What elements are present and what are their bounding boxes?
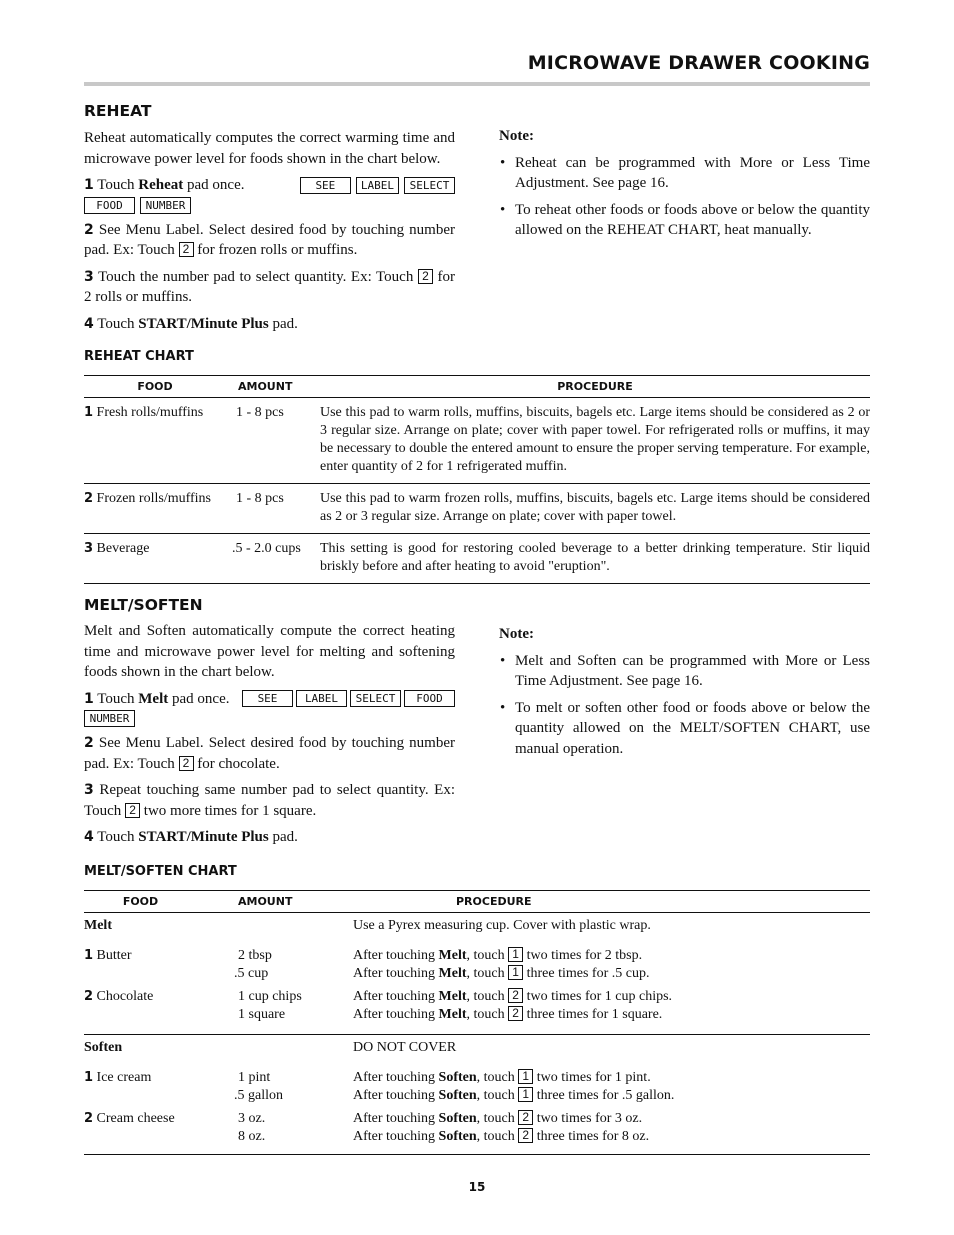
amount-cell: .5 - 2.0 cups bbox=[232, 541, 301, 556]
procedure-line: After touching Melt, touch 1 two times for 2 tbsp. bbox=[353, 947, 643, 963]
step-text: See Menu Label. Select desired food by touching number pad. Ex: Touch bbox=[84, 735, 456, 772]
table-row bbox=[84, 398, 870, 484]
note-item: • To melt or soften other food or foods above or below the quantity allowed on the MELT/SOFTEN CHART, use manual operation. bbox=[515, 698, 870, 760]
reheat-step-4 bbox=[84, 314, 455, 335]
procedure-cell bbox=[353, 1105, 870, 1155]
step-number: 3 bbox=[84, 782, 94, 798]
number-2-key: 2 bbox=[518, 1110, 533, 1125]
food-name: Frozen rolls/muffins bbox=[96, 491, 212, 506]
step-number: 2 bbox=[84, 221, 94, 238]
column-header-procedure: PROCEDURE bbox=[456, 894, 532, 908]
procedure-line: After touching Melt, touch 2 two times for 1 cup chips. bbox=[353, 988, 673, 1004]
food-cell bbox=[84, 983, 237, 1035]
reheat-step-1 bbox=[84, 175, 455, 214]
label-key: LABEL bbox=[296, 690, 347, 707]
note-item: • To reheat other foods or foods above or below the quantity allowed on the REHEAT CHART, heat manually. bbox=[515, 200, 870, 241]
amount-cell bbox=[237, 983, 353, 1035]
pad-name: START/Minute Plus bbox=[138, 315, 269, 332]
food-name: Cream cheese bbox=[96, 1111, 175, 1126]
column-header-food: FOOD bbox=[122, 894, 159, 908]
food-cell bbox=[84, 484, 232, 534]
melt-soften-heading: MELT/SOFTEN bbox=[84, 596, 203, 614]
step-text: pad. bbox=[268, 829, 298, 845]
number-1-key: 1 bbox=[508, 965, 523, 980]
amount-value: 2 tbsp bbox=[238, 948, 272, 963]
amount-value: 1 square bbox=[238, 1007, 286, 1022]
melt-step-1 bbox=[84, 689, 455, 728]
amount-value: 1 cup chips bbox=[238, 989, 302, 1004]
amount-value: 1 pint bbox=[238, 1070, 271, 1085]
item-number: 2 bbox=[84, 491, 94, 506]
procedure-line: After touching Soften, touch 1 two times for 1 pint. bbox=[353, 1069, 651, 1085]
group-instruction: Use a Pyrex measuring cup. Cover with plastic wrap. bbox=[353, 918, 651, 933]
group-row-soften bbox=[84, 1035, 870, 1065]
procedure-line: After touching Soften, touch 2 two times for 3 oz. bbox=[353, 1110, 643, 1126]
group-name: Melt bbox=[84, 918, 112, 933]
number-key: NUMBER bbox=[140, 197, 191, 214]
reheat-intro: Reheat automatically computes the correct warming time and microwave power level for foods shown in the chart below. bbox=[84, 130, 455, 167]
reheat-instructions bbox=[84, 128, 455, 340]
column-header-amount: AMOUNT bbox=[238, 379, 293, 393]
food-cell bbox=[84, 1105, 237, 1155]
item-number: 2 bbox=[84, 989, 94, 1004]
step-text: pad. bbox=[268, 315, 298, 332]
page-number: 15 bbox=[468, 1180, 486, 1194]
melt-intro: Melt and Soften automatically compute the correct heating time and microwave power level for melting and softening foods shown in the chart below. bbox=[84, 623, 455, 680]
melt-soften-chart-title: MELT/SOFTEN CHART bbox=[84, 864, 237, 879]
reheat-notes bbox=[499, 126, 870, 247]
select-key: SELECT bbox=[404, 177, 455, 194]
step-number: 2 bbox=[84, 735, 94, 751]
reheat-chart-table bbox=[84, 375, 870, 584]
note-title: Note: bbox=[499, 128, 534, 144]
number-2-key: 2 bbox=[125, 803, 140, 818]
number-1-key: 1 bbox=[508, 947, 523, 962]
pad-name: Reheat bbox=[138, 177, 184, 193]
melt-notes bbox=[499, 624, 870, 765]
step-number: 1 bbox=[84, 177, 94, 193]
procedure-line: After touching Soften, touch 1 three times for .5 gallon. bbox=[353, 1087, 675, 1103]
number-1-key: 1 bbox=[518, 1069, 533, 1084]
amount-value: .5 cup bbox=[234, 966, 269, 981]
number-2-key: 2 bbox=[508, 1006, 523, 1021]
melt-soften-chart-table bbox=[84, 890, 870, 1155]
melt-step-3 bbox=[84, 780, 455, 821]
number-1-key: 1 bbox=[518, 1087, 533, 1102]
food-name: Chocolate bbox=[96, 989, 154, 1004]
see-key: SEE bbox=[242, 690, 293, 707]
amount-cell: 1 - 8 pcs bbox=[236, 405, 284, 420]
step-number: 4 bbox=[84, 315, 94, 332]
food-name: Fresh rolls/muffins bbox=[96, 405, 204, 420]
table-row bbox=[84, 1064, 870, 1105]
group-row-melt bbox=[84, 913, 870, 943]
pad-name: Melt bbox=[138, 690, 169, 707]
step-text: See Menu Label. Select desired food by touching number pad. Ex: Touch bbox=[84, 221, 456, 258]
step-text: pad once. bbox=[168, 690, 230, 707]
melt-step-2 bbox=[84, 733, 455, 774]
reheat-chart-title: REHEAT CHART bbox=[84, 349, 194, 364]
step-text: for chocolate. bbox=[193, 755, 280, 772]
food-cell bbox=[84, 398, 232, 484]
procedure-cell: This setting is good for restoring cooled beverage to a better drinking temperature. Stir liquid briskly before and after heating to avoid "eruption". bbox=[320, 541, 870, 574]
amount-cell bbox=[237, 1105, 353, 1155]
procedure-cell bbox=[353, 1064, 870, 1105]
table-row bbox=[84, 1105, 870, 1155]
step-text: Touch the number pad to select quantity. Ex: Touch bbox=[98, 268, 418, 285]
pad-name: START/Minute Plus bbox=[138, 829, 269, 845]
procedure-cell: Use this pad to warm frozen rolls, muffins, biscuits, bagels etc. Large items should be considered as 2 or 3 regular size. Arrange on plate; cover with paper towel. bbox=[320, 491, 870, 524]
step-text: Touch bbox=[97, 690, 139, 707]
note-title: Note: bbox=[499, 626, 534, 642]
number-2-key: 2 bbox=[518, 1128, 533, 1143]
procedure-line: After touching Melt, touch 1 three times for .5 cup. bbox=[353, 965, 650, 981]
step-text: Touch bbox=[97, 177, 139, 193]
step-text: Touch bbox=[97, 829, 139, 845]
amount-value: 3 oz. bbox=[238, 1111, 266, 1126]
step-text: for 2 rolls or muffins. bbox=[84, 268, 455, 305]
step-number: 1 bbox=[84, 690, 94, 707]
number-key: NUMBER bbox=[84, 710, 135, 727]
title-divider bbox=[84, 82, 870, 86]
group-name: Soften bbox=[84, 1040, 123, 1055]
item-number: 1 bbox=[84, 405, 94, 420]
step-text: pad once. bbox=[183, 177, 245, 193]
food-key: FOOD bbox=[404, 690, 455, 707]
number-2-key: 2 bbox=[179, 756, 194, 771]
table-row bbox=[84, 484, 870, 534]
page-title: MICROWAVE DRAWER COOKING bbox=[527, 52, 870, 74]
procedure-cell bbox=[353, 942, 870, 983]
melt-instructions bbox=[84, 621, 455, 854]
number-2-key: 2 bbox=[508, 988, 523, 1003]
column-header-amount: AMOUNT bbox=[238, 894, 293, 908]
procedure-line: After touching Soften, touch 2 three times for 8 oz. bbox=[353, 1128, 650, 1144]
food-name: Beverage bbox=[96, 541, 150, 556]
note-item: • Melt and Soften can be programmed with More or Less Time Adjustment. See page 16. bbox=[515, 651, 870, 692]
table-row bbox=[84, 942, 870, 983]
reheat-step-2 bbox=[84, 220, 455, 261]
column-header-food: FOOD bbox=[137, 379, 173, 393]
step-text: for frozen rolls or muffins. bbox=[193, 242, 358, 258]
food-cell bbox=[84, 534, 232, 584]
column-header-procedure: PROCEDURE bbox=[557, 379, 633, 393]
item-number: 1 bbox=[84, 948, 94, 963]
note-item: • Reheat can be programmed with More or Less Time Adjustment. See page 16. bbox=[515, 153, 870, 194]
food-name: Butter bbox=[96, 948, 132, 963]
procedure-cell: Use this pad to warm rolls, muffins, biscuits, bagels etc. Large items should be considered as 2 or 3 regular size. Arrange on plate; cover with paper towel. For refrigerated rolls or muffins, it may be necessary to double the entered amount to ensure the proper serving temperature. For example, enter quantity of 2 for 1 refrigerated muffin. bbox=[320, 405, 870, 474]
step-text: Touch bbox=[97, 315, 139, 332]
procedure-line: After touching Melt, touch 2 three times for 1 square. bbox=[353, 1006, 663, 1022]
label-key: LABEL bbox=[356, 177, 399, 194]
amount-cell bbox=[234, 942, 353, 983]
table-row bbox=[84, 983, 870, 1035]
step-text: Repeat touching same number pad to select quantity. Ex: Touch bbox=[84, 782, 456, 819]
select-key: SELECT bbox=[350, 690, 401, 707]
item-number: 2 bbox=[84, 1111, 94, 1126]
amount-value: .5 gallon bbox=[234, 1088, 283, 1103]
see-key: SEE bbox=[300, 177, 351, 194]
table-row bbox=[84, 534, 870, 584]
food-cell bbox=[84, 942, 237, 983]
melt-step-4 bbox=[84, 827, 455, 848]
procedure-cell bbox=[353, 983, 870, 1035]
step-number: 4 bbox=[84, 829, 94, 845]
amount-cell: 1 - 8 pcs bbox=[236, 491, 284, 506]
item-number: 1 bbox=[84, 1070, 94, 1085]
food-name: Ice cream bbox=[96, 1070, 152, 1085]
group-instruction: DO NOT COVER bbox=[353, 1040, 457, 1055]
number-2-key: 2 bbox=[418, 269, 433, 284]
food-key: FOOD bbox=[84, 197, 135, 214]
amount-value: 8 oz. bbox=[238, 1129, 266, 1144]
amount-cell bbox=[234, 1064, 353, 1105]
step-number: 3 bbox=[84, 268, 94, 285]
reheat-step-3 bbox=[84, 267, 455, 308]
number-2-key: 2 bbox=[179, 242, 194, 257]
item-number: 3 bbox=[84, 541, 94, 556]
reheat-heading: REHEAT bbox=[84, 102, 152, 120]
food-cell bbox=[84, 1064, 237, 1105]
step-text: two more times for 1 square. bbox=[140, 802, 317, 819]
